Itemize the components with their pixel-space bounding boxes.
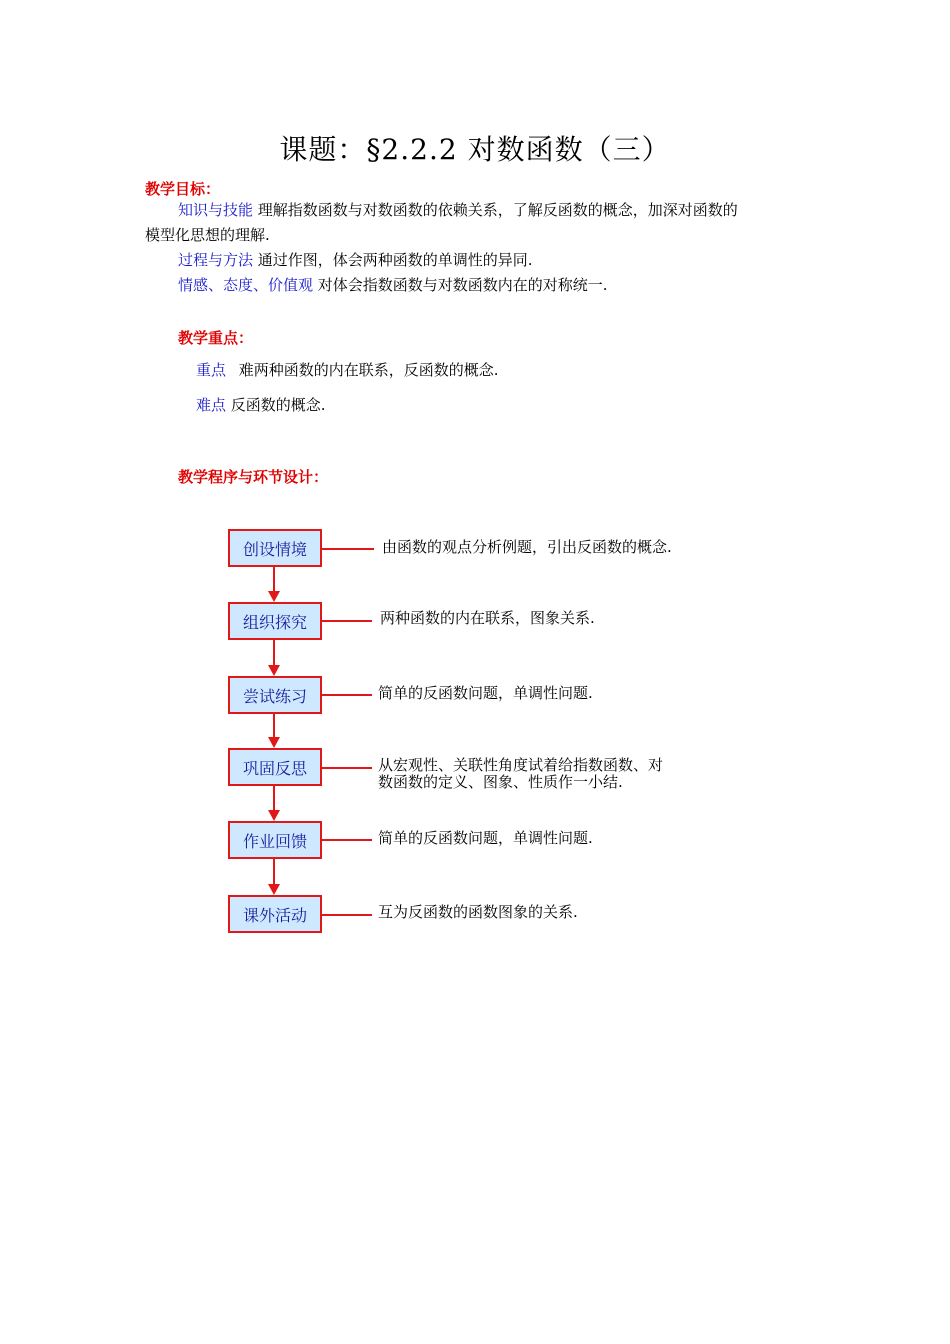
step-box: 创设情境 [228,529,322,567]
connector-line [322,694,372,696]
difficulty-text: 反函数的概念. [230,396,326,414]
focus-line [196,358,499,383]
attitude-line [178,273,608,298]
process-label: 过程与方法 [178,251,254,269]
connector-line [322,914,372,916]
down-arrow-icon [264,714,284,749]
procedure-heading: 教学程序与环节设计： [178,468,329,486]
knowledge-text-continued: 模型化思想的理解. [145,226,270,244]
difficulty-label: 难点 [196,396,227,414]
step-box: 组织探究 [228,602,322,640]
process-line [178,248,533,273]
down-arrow-icon [264,567,284,603]
focus-label: 重点 [196,361,227,379]
step-description: 互为反函数的函数图象的关系. [378,903,578,921]
down-arrow-icon [264,859,284,896]
step-box: 作业回馈 [228,821,322,859]
step-box: 课外活动 [228,895,322,933]
down-arrow-icon [264,640,284,677]
difficulty-line [196,393,326,418]
step-description: 从宏观性、关联性角度试着给指数函数、对 [378,756,664,774]
step-description: 两种函数的内在联系，图象关系. [380,609,595,627]
connector-line [322,767,372,769]
step-description: 简单的反函数问题，单调性问题. [378,684,593,702]
step-description: 简单的反函数问题，单调性问题. [378,829,593,847]
process-text: 通过作图，体会两种函数的单调性的异同. [257,251,533,269]
knowledge-label: 知识与技能 [178,201,254,219]
connector-line [322,548,374,550]
down-arrow-icon [264,786,284,822]
focus-text: 难两种函数的内在联系，反函数的概念. [238,361,499,379]
attitude-label: 情感、态度、价值观 [178,276,314,294]
connector-line [322,839,372,841]
knowledge-text: 理解指数函数与对数函数的依赖关系，了解反函数的概念，加深对函数的 [257,201,738,219]
step-description: 由函数的观点分析例题，引出反函数的概念. [382,538,672,556]
page-title: 课题：§2.2.2 对数函数（三） [279,133,671,166]
connector-line [322,620,372,622]
step-box: 巩固反思 [228,748,322,786]
keypoints-heading: 教学重点： [178,329,254,347]
attitude-text: 对体会指数函数与对数函数内在的对称统一. [317,276,608,294]
objectives-heading: 教学目标： [145,180,221,198]
knowledge-line [178,198,738,223]
step-description-continued: 数函数的定义、图象、性质作一小结. [378,773,623,791]
step-box: 尝试练习 [228,676,322,714]
